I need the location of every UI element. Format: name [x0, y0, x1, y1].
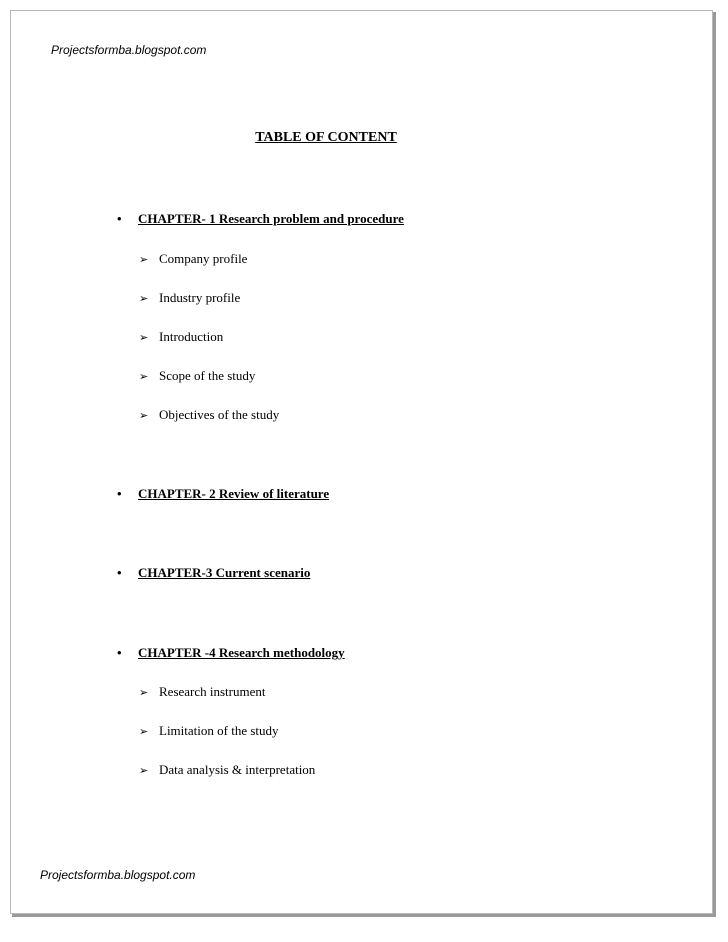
arrow-bullet-icon: ➢: [139, 331, 149, 344]
chapter-label: CHAPTER- 2 Review of literature: [138, 486, 330, 501]
toc-chapter-3: [117, 565, 310, 581]
toc-chapter-1: [117, 211, 404, 227]
toc-item: [139, 368, 255, 384]
toc-item: [139, 407, 279, 423]
arrow-bullet-icon: ➢: [139, 370, 149, 383]
page-title: TABLE OF CONTENT: [255, 130, 397, 145]
arrow-bullet-icon: ➢: [139, 686, 149, 699]
toc-item: [139, 290, 240, 306]
arrow-bullet-icon: ➢: [139, 253, 149, 266]
toc-item: [139, 723, 279, 739]
toc-item: [139, 762, 315, 778]
arrow-bullet-icon: ➢: [139, 725, 149, 738]
arrow-bullet-icon: ➢: [139, 292, 149, 305]
toc-item-label: Industry profile: [159, 290, 241, 305]
arrow-bullet-icon: ➢: [139, 764, 149, 777]
page-shadow-right: [713, 12, 716, 917]
toc-item: [139, 329, 223, 345]
toc-chapter-4: [117, 645, 345, 661]
page-shadow-bottom: [12, 914, 715, 917]
toc-item-label: Research instrument: [159, 684, 266, 699]
toc-item-label: Data analysis & interpretation: [159, 762, 316, 777]
bullet-icon: •: [117, 645, 122, 660]
toc-item-label: Introduction: [159, 329, 224, 344]
toc-item-label: Company profile: [159, 251, 248, 266]
bullet-icon: •: [117, 565, 122, 580]
chapter-label: CHAPTER -4 Research methodology: [138, 645, 345, 660]
toc-item: [139, 251, 247, 267]
bullet-icon: •: [117, 486, 122, 501]
toc-item-label: Objectives of the study: [159, 407, 280, 422]
toc-item-label: Scope of the study: [159, 368, 256, 383]
toc-item: [139, 684, 266, 700]
toc-item-label: Limitation of the study: [159, 723, 279, 738]
footer-text: Projectsformba.blogspot.com: [40, 868, 196, 882]
toc-chapter-2: [117, 486, 329, 502]
chapter-label: CHAPTER-3 Current scenario: [138, 565, 311, 580]
arrow-bullet-icon: ➢: [139, 409, 149, 422]
bullet-icon: •: [117, 211, 122, 226]
header-text: Projectsformba.blogspot.com: [51, 43, 207, 57]
chapter-label: CHAPTER- 1 Research problem and procedure: [138, 211, 404, 226]
